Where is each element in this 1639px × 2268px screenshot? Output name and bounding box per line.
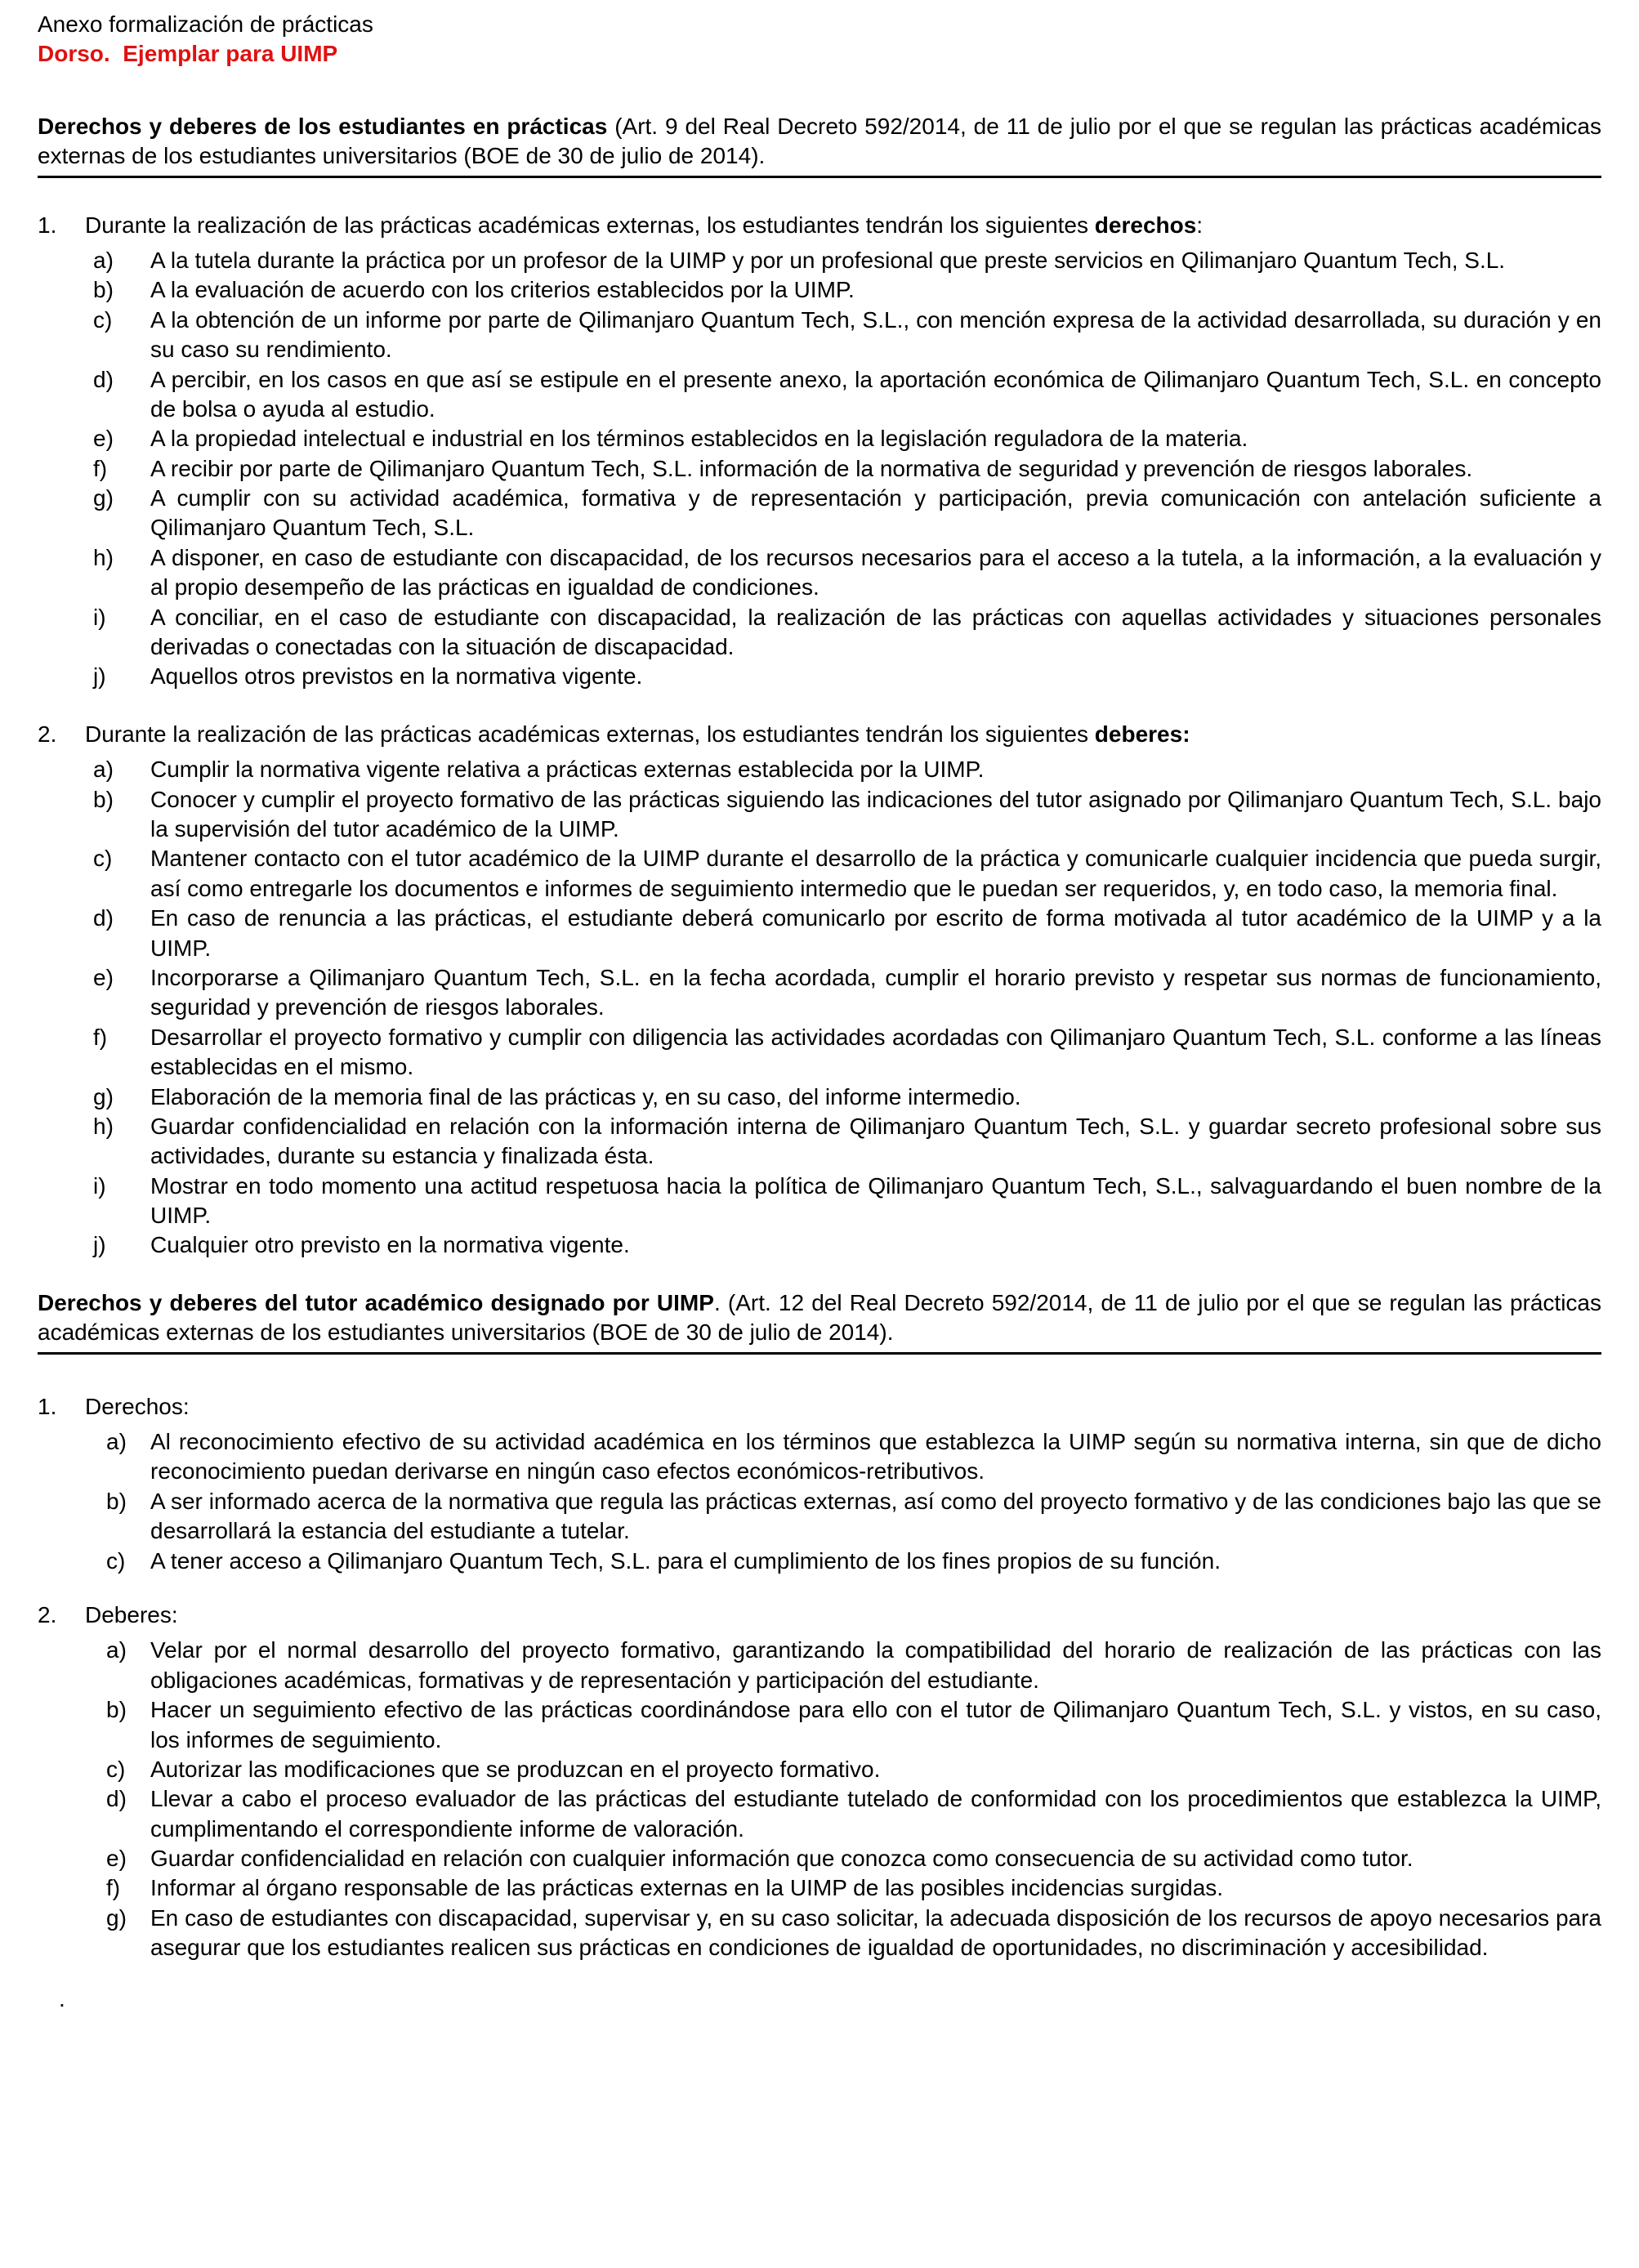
- list-item: [93, 306, 1601, 365]
- doc-title: Anexo formalización de prácticas: [38, 11, 373, 37]
- list-item: [93, 1023, 1601, 1083]
- list-intro-text: [85, 211, 1601, 240]
- students-duties-items: [93, 755, 1601, 1261]
- copy-label: Dorso. Ejemplar para UIMP: [38, 41, 338, 67]
- item-letter: c): [106, 1756, 126, 1782]
- list-item: [106, 1873, 1601, 1903]
- list-number: 2.: [38, 721, 57, 747]
- list-item: [93, 454, 1601, 484]
- list-item: [106, 1755, 1601, 1784]
- list-item: [93, 246, 1601, 275]
- list-item: [106, 1784, 1601, 1844]
- item-text: Elaboración de la memoria final de las prácticas y, en su caso, del informe intermedio.: [150, 1083, 1021, 1109]
- item-letter: h): [93, 544, 114, 570]
- item-letter: a): [106, 1637, 127, 1663]
- item-text: Conocer y cumplir el proyecto formativo de las prácticas siguiendo las indicaciones del tutor asignado por Qilimanjaro Quantum Tech, S.L. bajo la supervisión del tutor académico de la UIMP.: [150, 786, 1601, 842]
- item-letter: e): [93, 964, 114, 990]
- item-letter: g): [93, 1083, 114, 1109]
- item-letter: a): [93, 757, 114, 783]
- item-text: Incorporarse a Qilimanjaro Quantum Tech, S.L. en la fecha acordada, cumplir el horario previsto y respetar sus normas de funcionamiento, seguridad y prevención de riesgos laborales.: [150, 964, 1601, 1020]
- item-letter: c): [93, 846, 113, 872]
- item-text: Mostrar en todo momento una actitud respetuosa hacia la política de Qilimanjaro Quantum Tech, S.L., salvaguardando el buen nombre de la UIMP.: [150, 1172, 1601, 1229]
- item-letter: b): [106, 1697, 127, 1723]
- item-letter: d): [106, 1786, 127, 1812]
- item-letter: g): [93, 485, 114, 511]
- students-duties-list: [38, 720, 1601, 1261]
- list-item: [93, 904, 1601, 963]
- tutor-section-heading-bold: Derechos y deberes del tutor académico designado por UIMP: [38, 1289, 714, 1315]
- item-text: A conciliar, en el caso de estudiante con discapacidad, la realización de las prácticas con aquellas actividades y situaciones personales derivadas o conectadas con la situación de discapacidad.: [150, 604, 1601, 660]
- item-letter: d): [93, 366, 114, 392]
- item-text: Informar al órgano responsable de las prácticas externas en la UIMP de las posibles incidencias surgidas.: [150, 1875, 1224, 1901]
- intro-prefix: Durante la realización de las prácticas académicas externas, los estudiantes tendrán los siguientes: [85, 212, 1095, 238]
- item-text: Desarrollar el proyecto formativo y cumplir con diligencia las actividades acordadas con Qilimanjaro Quantum Tech, S.L. conforme a las líneas establecidas en el mismo.: [150, 1024, 1601, 1080]
- list-item: [93, 963, 1601, 1023]
- item-letter: e): [93, 426, 114, 452]
- item-text: Guardar confidencialidad en relación con la información interna de Qilimanjaro Quantum Tech, S.L. y guardar secreto profesional sobre sus actividades, durante su estancia y finalizada ésta.: [150, 1113, 1601, 1169]
- tutor-duties-items: [106, 1636, 1601, 1962]
- item-text: Cumplir la normativa vigente relativa a prácticas externas establecida por la UIMP.: [150, 757, 985, 783]
- list-item: [93, 662, 1601, 691]
- list-item: [106, 1487, 1601, 1547]
- list-item: [93, 1083, 1601, 1112]
- item-text: A percibir, en los casos en que así se estipule en el presente anexo, la aportación económica de Qilimanjaro Quantum Tech, S.L. en concepto de bolsa o ayuda al estudio.: [150, 366, 1601, 422]
- item-letter: g): [106, 1904, 127, 1931]
- intro-prefix: Durante la realización de las prácticas académicas externas, los estudiantes tendrán los siguientes: [85, 721, 1095, 747]
- students-section-heading-rest: (Art. 9 del Real Decreto 592/2014, de 11 de julio por el que se regulan las prácticas académicas externas de los estudiantes universitarios (BOE de 30 de julio de 2014).: [38, 113, 1601, 169]
- item-letter: f): [106, 1875, 121, 1901]
- item-letter: j): [93, 663, 106, 690]
- list-number: 1.: [38, 212, 57, 238]
- item-text: Al reconocimiento efectivo de su actividad académica en los términos que establezca la UIMP según su normativa interna, sin que de dicho reconocimiento puedan derivarse en ningún caso efectos económicos-retributivos.: [150, 1429, 1601, 1484]
- item-letter: b): [93, 277, 114, 303]
- item-text: A la evaluación de acuerdo con los criterios establecidos por la UIMP.: [150, 277, 855, 303]
- item-text: Velar por el normal desarrollo del proyecto formativo, garantizando la compatibilidad del horario de realización de las prácticas con las obligaciones académicas, formativas y de representación y participación del estudiante.: [150, 1637, 1601, 1693]
- intro-bold: derechos: [1094, 212, 1197, 238]
- item-letter: h): [93, 1113, 114, 1139]
- tutor-section-heading-rest: . (Art. 12 del Real Decreto 592/2014, de 11 de julio por el que se regulan las prácticas académicas externas de los estudiantes universitarios (BOE de 30 de julio de 2014).: [38, 1289, 1601, 1346]
- item-text: Guardar confidencialidad en relación con cualquier información que conozca como consecuencia de su actividad como tutor.: [150, 1846, 1413, 1872]
- item-letter: a): [106, 1429, 127, 1455]
- item-letter: e): [106, 1846, 127, 1872]
- list-intro-text: [85, 720, 1601, 749]
- item-letter: c): [106, 1547, 126, 1574]
- list-item: [106, 1904, 1601, 1963]
- list-item: [93, 484, 1601, 543]
- item-letter: i): [93, 604, 106, 630]
- students-rights-intro: [38, 211, 1601, 240]
- item-letter: a): [93, 247, 114, 273]
- students-rights-list: [38, 211, 1601, 692]
- list-item: [93, 1112, 1601, 1172]
- list-item: [93, 844, 1601, 904]
- tutor-duties-list: [38, 1601, 1601, 1963]
- item-text: A disponer, en caso de estudiante con discapacidad, de los recursos necesarios para el acceso a la tutela, a la información, a la evaluación y al propio desempeño de las prácticas en igualdad de condiciones.: [150, 544, 1601, 600]
- item-letter: d): [93, 905, 114, 931]
- item-letter: f): [93, 455, 108, 481]
- list-item: [93, 424, 1601, 453]
- list-item: [93, 275, 1601, 305]
- closing-dot: .: [59, 1985, 65, 2011]
- item-letter: b): [93, 786, 114, 812]
- item-letter: f): [93, 1024, 108, 1050]
- item-text: A la tutela durante la práctica por un profesor de la UIMP y por un profesional que preste servicios en Qilimanjaro Quantum Tech, S.L.: [150, 247, 1506, 273]
- item-text: A cumplir con su actividad académica, formativa y de representación y participación, previa comunicación con antelación suficiente a Qilimanjaro Quantum Tech, S.L.: [150, 485, 1601, 541]
- list-item: [106, 1695, 1601, 1755]
- list-intro-text: Deberes:: [85, 1601, 178, 1627]
- list-item: [106, 1636, 1601, 1695]
- item-text: Hacer un seguimiento efectivo de las prácticas coordinándose para ello con el tutor de Qilimanjaro Quantum Tech, S.L. y vistos, en su caso, los informes de seguimiento.: [150, 1697, 1601, 1752]
- item-letter: i): [93, 1172, 106, 1199]
- students-duties-intro: [38, 720, 1601, 749]
- item-letter: b): [106, 1488, 127, 1514]
- item-text: A recibir por parte de Qilimanjaro Quantum Tech, S.L. información de la normativa de seguridad y prevención de riesgos laborales.: [150, 455, 1473, 481]
- item-text: En caso de estudiantes con discapacidad, supervisar y, en su caso solicitar, la adecuada disposición de los recursos de apoyo necesarios para asegurar que los estudiantes realicen sus prácticas en condiciones de igualdad de oportunidades, no discriminación y accesibilidad.: [150, 1904, 1601, 1961]
- list-item: [93, 365, 1601, 425]
- list-item: [106, 1547, 1601, 1576]
- doc-header: [38, 10, 1601, 69]
- tutor-rights-intro: [38, 1392, 1601, 1422]
- item-text: A ser informado acerca de la normativa que regula las prácticas externas, así como del proyecto formativo y de las condiciones bajo las que se desarrollará la estancia del estudiante a tutelar.: [150, 1488, 1601, 1544]
- tutor-rights-list: [38, 1392, 1601, 1576]
- item-text: Cualquier otro previsto en la normativa vigente.: [150, 1232, 630, 1258]
- tutor-rights-items: [106, 1427, 1601, 1576]
- item-text: A la obtención de un informe por parte de Qilimanjaro Quantum Tech, S.L., con mención expresa de la actividad desarrollada, su duración y en su caso su rendimiento.: [150, 306, 1601, 363]
- item-text: Llevar a cabo el proceso evaluador de las prácticas del estudiante tutelado de conformidad con los procedimientos que establezca la UIMP, cumplimentando el correspondiente informe de valoración.: [150, 1786, 1601, 1842]
- list-number: 1.: [38, 1393, 57, 1419]
- tutor-section-heading: [38, 1288, 1601, 1355]
- item-text: A la propiedad intelectual e industrial en los términos establecidos en la legislación reguladora de la materia.: [150, 426, 1248, 452]
- list-item: [106, 1427, 1601, 1487]
- list-item: [93, 785, 1601, 845]
- list-number: 2.: [38, 1601, 57, 1627]
- students-section-heading: [38, 112, 1601, 178]
- list-item: [93, 543, 1601, 603]
- list-intro-text: Derechos:: [85, 1393, 190, 1419]
- item-letter: c): [93, 306, 113, 333]
- students-section-heading-bold: Derechos y deberes de los estudiantes en prácticas: [38, 113, 608, 139]
- intro-suffix: :: [1196, 212, 1204, 238]
- list-item: [106, 1844, 1601, 1873]
- document-page: [38, 10, 1601, 2014]
- item-text: En caso de renuncia a las prácticas, el estudiante deberá comunicarlo por escrito de forma motivada al tutor académico de la UIMP y a la UIMP.: [150, 905, 1601, 961]
- tutor-duties-intro: [38, 1601, 1601, 1630]
- item-text: A tener acceso a Qilimanjaro Quantum Tech, S.L. para el cumplimiento de los fines propios de su función.: [150, 1547, 1221, 1574]
- item-letter: j): [93, 1232, 106, 1258]
- item-text: Autorizar las modificaciones que se produzcan en el proyecto formativo.: [150, 1756, 881, 1782]
- list-item: [93, 1172, 1601, 1231]
- item-text: Mantener contacto con el tutor académico de la UIMP durante el desarrollo de la práctica y comunicarle cualquier incidencia que pueda surgir, así como entregarle los documentos e informes de seguimiento intermedio que le puedan ser requeridos, y, en todo caso, la memoria final.: [150, 846, 1601, 901]
- item-text: Aquellos otros previstos en la normativa vigente.: [150, 663, 643, 690]
- students-rights-items: [93, 246, 1601, 692]
- list-item: [93, 755, 1601, 784]
- intro-bold: deberes:: [1094, 721, 1190, 747]
- list-item: [93, 1230, 1601, 1260]
- list-item: [93, 603, 1601, 663]
